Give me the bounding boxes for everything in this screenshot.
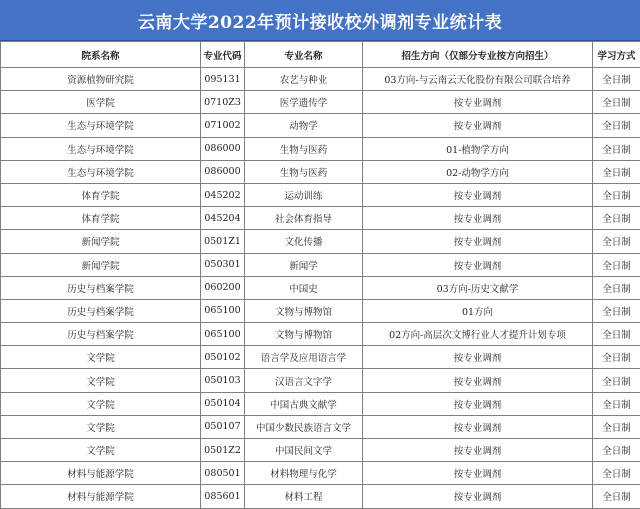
- department-cell: 生态与环境学院: [1, 160, 201, 183]
- direction-cell: 03方向-历史文献学: [363, 276, 593, 299]
- major-code-cell: 065100: [201, 299, 245, 322]
- header-department: 院系名称: [1, 42, 201, 68]
- department-cell: 历史与档案学院: [1, 299, 201, 322]
- direction-cell: 01-植物学方向: [363, 137, 593, 160]
- department-cell: 生态与环境学院: [1, 114, 201, 137]
- major-code-cell: 050102: [201, 346, 245, 369]
- table-row: [1, 230, 640, 253]
- study-mode-cell: 全日制: [593, 299, 640, 322]
- direction-cell: 按专业调剂: [363, 91, 593, 114]
- major-code-cell: 050103: [201, 369, 245, 392]
- study-mode-cell: 全日制: [593, 346, 640, 369]
- table-row: [1, 323, 640, 346]
- major-code-cell: 060200: [201, 276, 245, 299]
- department-cell: 文学院: [1, 439, 201, 462]
- major-code-cell: 065100: [201, 323, 245, 346]
- department-cell: 体育学院: [1, 183, 201, 206]
- study-mode-cell: 全日制: [593, 253, 640, 276]
- department-cell: 材料与能源学院: [1, 462, 201, 485]
- major-name-cell: 材料工程: [245, 485, 363, 508]
- major-name-cell: 文物与博物馆: [245, 323, 363, 346]
- table-row: [1, 137, 640, 160]
- major-code-cell: 086000: [201, 137, 245, 160]
- table-row: [1, 485, 640, 508]
- study-mode-cell: 全日制: [593, 207, 640, 230]
- department-cell: 历史与档案学院: [1, 276, 201, 299]
- study-mode-cell: 全日制: [593, 369, 640, 392]
- study-mode-cell: 全日制: [593, 114, 640, 137]
- major-name-cell: 医学遗传学: [245, 91, 363, 114]
- major-name-cell: 文物与博物馆: [245, 299, 363, 322]
- direction-cell: 按专业调剂: [363, 392, 593, 415]
- table-row: [1, 160, 640, 183]
- table-body: [1, 68, 640, 509]
- major-name-cell: 新闻学: [245, 253, 363, 276]
- major-code-cell: 080501: [201, 462, 245, 485]
- department-cell: 医学院: [1, 91, 201, 114]
- table-row: [1, 415, 640, 438]
- major-name-cell: 中国民间文学: [245, 439, 363, 462]
- table-row: [1, 299, 640, 322]
- study-mode-cell: 全日制: [593, 485, 640, 508]
- department-cell: 文学院: [1, 346, 201, 369]
- table-row: [1, 207, 640, 230]
- direction-cell: 02-动物学方向: [363, 160, 593, 183]
- table-row: [1, 392, 640, 415]
- table-header-row: [1, 42, 640, 68]
- direction-cell: 按专业调剂: [363, 253, 593, 276]
- major-name-cell: 生物与医药: [245, 137, 363, 160]
- study-mode-cell: 全日制: [593, 68, 640, 91]
- table-row: [1, 276, 640, 299]
- study-mode-cell: 全日制: [593, 160, 640, 183]
- table-row: [1, 183, 640, 206]
- major-name-cell: 汉语言文字学: [245, 369, 363, 392]
- direction-cell: 按专业调剂: [363, 207, 593, 230]
- department-cell: 生态与环境学院: [1, 137, 201, 160]
- page-title: 云南大学2022年预计接收校外调剂专业统计表: [0, 0, 640, 41]
- header-direction: 招生方向（仅部分专业按方向招生）: [363, 42, 593, 68]
- major-code-cell: 071002: [201, 114, 245, 137]
- major-name-cell: 语言学及应用语言学: [245, 346, 363, 369]
- department-cell: 历史与档案学院: [1, 323, 201, 346]
- major-name-cell: 社会体育指导: [245, 207, 363, 230]
- study-mode-cell: 全日制: [593, 323, 640, 346]
- direction-cell: 02方向-高层次文博行业人才提升计划专项: [363, 323, 593, 346]
- major-code-cell: 095131: [201, 68, 245, 91]
- major-code-cell: 086000: [201, 160, 245, 183]
- direction-cell: 按专业调剂: [363, 183, 593, 206]
- admissions-table: [0, 41, 640, 509]
- header-major-name: 专业名称: [245, 42, 363, 68]
- direction-cell: 按专业调剂: [363, 485, 593, 508]
- header-study-mode: 学习方式: [593, 42, 640, 68]
- major-name-cell: 中国少数民族语言文学: [245, 415, 363, 438]
- major-code-cell: 0710Z3: [201, 91, 245, 114]
- header-major-code: 专业代码: [201, 42, 245, 68]
- major-code-cell: 0501Z2: [201, 439, 245, 462]
- department-cell: 资源植物研究院: [1, 68, 201, 91]
- major-code-cell: 0501Z1: [201, 230, 245, 253]
- major-code-cell: 050107: [201, 415, 245, 438]
- study-mode-cell: 全日制: [593, 276, 640, 299]
- direction-cell: 按专业调剂: [363, 230, 593, 253]
- study-mode-cell: 全日制: [593, 392, 640, 415]
- direction-cell: 03方向-与云南云天化股份有限公司联合培养: [363, 68, 593, 91]
- major-name-cell: 农艺与种业: [245, 68, 363, 91]
- department-cell: 文学院: [1, 415, 201, 438]
- table-row: [1, 369, 640, 392]
- major-code-cell: 050301: [201, 253, 245, 276]
- study-mode-cell: 全日制: [593, 462, 640, 485]
- major-name-cell: 动物学: [245, 114, 363, 137]
- study-mode-cell: 全日制: [593, 439, 640, 462]
- department-cell: 文学院: [1, 392, 201, 415]
- study-mode-cell: 全日制: [593, 415, 640, 438]
- department-cell: 新闻学院: [1, 253, 201, 276]
- department-cell: 体育学院: [1, 207, 201, 230]
- major-code-cell: 045202: [201, 183, 245, 206]
- direction-cell: 按专业调剂: [363, 462, 593, 485]
- major-name-cell: 运动训练: [245, 183, 363, 206]
- major-name-cell: 文化传播: [245, 230, 363, 253]
- table-row: [1, 253, 640, 276]
- table-row: [1, 346, 640, 369]
- major-name-cell: 生物与医药: [245, 160, 363, 183]
- direction-cell: 按专业调剂: [363, 439, 593, 462]
- study-mode-cell: 全日制: [593, 230, 640, 253]
- major-name-cell: 材料物理与化学: [245, 462, 363, 485]
- table-row: [1, 91, 640, 114]
- major-code-cell: 085601: [201, 485, 245, 508]
- department-cell: 材料与能源学院: [1, 485, 201, 508]
- table-row: [1, 462, 640, 485]
- study-mode-cell: 全日制: [593, 183, 640, 206]
- direction-cell: 按专业调剂: [363, 415, 593, 438]
- table-row: [1, 114, 640, 137]
- direction-cell: 按专业调剂: [363, 114, 593, 137]
- direction-cell: 按专业调剂: [363, 369, 593, 392]
- study-mode-cell: 全日制: [593, 91, 640, 114]
- major-code-cell: 050104: [201, 392, 245, 415]
- study-mode-cell: 全日制: [593, 137, 640, 160]
- direction-cell: 01方向: [363, 299, 593, 322]
- major-name-cell: 中国史: [245, 276, 363, 299]
- direction-cell: 按专业调剂: [363, 346, 593, 369]
- table-row: [1, 68, 640, 91]
- major-name-cell: 中国古典文献学: [245, 392, 363, 415]
- department-cell: 文学院: [1, 369, 201, 392]
- table-row: [1, 439, 640, 462]
- department-cell: 新闻学院: [1, 230, 201, 253]
- major-code-cell: 045204: [201, 207, 245, 230]
